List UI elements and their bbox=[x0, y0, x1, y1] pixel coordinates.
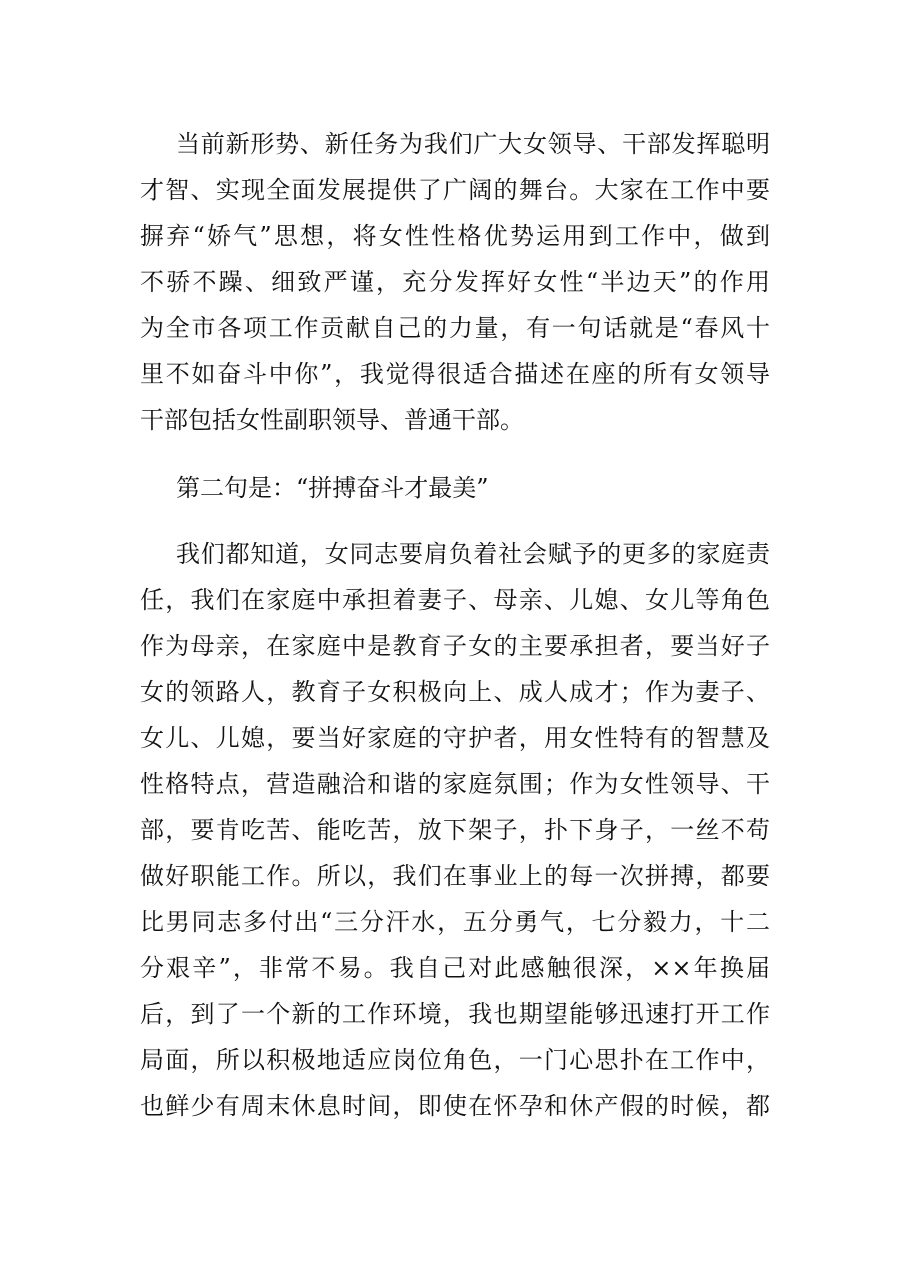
paragraph-2-line-10: 分艰辛”，非常不易。我自己对此感触很深，××年换届 bbox=[140, 954, 770, 982]
paragraph-2-line-8: 做好职能工作。所以，我们在事业上的每一次拼搏，都要 bbox=[140, 862, 770, 890]
paragraph-1-line-6: 里不如奋斗中你”，我觉得很适合描述在座的所有女领导 bbox=[140, 360, 770, 388]
paragraph-2-line-6: 性格特点，营造融洽和谐的家庭氛围；作为女性领导、干 bbox=[140, 770, 770, 798]
paragraph-2-line-3: 作为母亲，在家庭中是教育子女的主要承担者，要当好子 bbox=[140, 632, 770, 660]
paragraph-2-line-4: 女的领路人，教育子女积极向上、成人成才；作为妻子、 bbox=[140, 678, 770, 706]
paragraph-2-line-7: 部，要肯吃苦、能吃苦，放下架子，扑下身子，一丝不苟 bbox=[140, 816, 770, 844]
section-heading: 第二句是：“拼搏奋斗才最美” bbox=[176, 474, 489, 502]
paragraph-1-line-3: 摒弃“娇气”思想，将女性性格优势运用到工作中，做到 bbox=[140, 222, 770, 250]
paragraph-1-line-5: 为全市各项工作贡献自己的力量，有一句话就是“春风十 bbox=[140, 314, 770, 342]
paragraph-2-line-13: 也鲜少有周末休息时间，即使在怀孕和休产假的时候，都 bbox=[140, 1092, 770, 1120]
paragraph-1-line-7: 干部包括女性副职领导、普通干部。 bbox=[140, 406, 524, 434]
paragraph-2-line-1: 我们都知道，女同志要肩负着社会赋予的更多的家庭责 bbox=[176, 540, 770, 568]
paragraph-2-line-11: 后，到了一个新的工作环境，我也期望能够迅速打开工作 bbox=[140, 1000, 770, 1028]
paragraph-2-line-12: 局面，所以积极地适应岗位角色，一门心思扑在工作中， bbox=[140, 1046, 770, 1074]
paragraph-2-line-5: 女儿、儿媳，要当好家庭的守护者，用女性特有的智慧及 bbox=[140, 724, 770, 752]
paragraph-2-line-9: 比男同志多付出“三分汗水，五分勇气，七分毅力，十二 bbox=[140, 908, 770, 936]
paragraph-2-line-2: 任，我们在家庭中承担着妻子、母亲、儿媳、女儿等角色 bbox=[140, 586, 770, 614]
paragraph-1-line-1: 当前新形势、新任务为我们广大女领导、干部发挥聪明 bbox=[176, 130, 770, 158]
paragraph-1-line-2: 才智、实现全面发展提供了广阔的舞台。大家在工作中要 bbox=[140, 176, 770, 204]
paragraph-1-line-4: 不骄不躁、细致严谨，充分发挥好女性“半边天”的作用 bbox=[140, 268, 770, 296]
